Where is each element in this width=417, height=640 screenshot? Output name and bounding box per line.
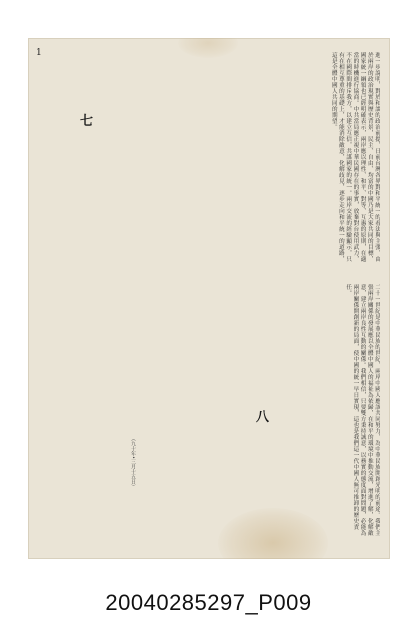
- lower-body-text: 二十一世紀是中華民族的世紀，兩岸中國人應該共同努力，為中華民族開創光明的前途。我們主張兩岸關係的發展應以全體中國人的福祉為依歸，在和平的環境中推動交流，增進了解，化解敵意，建立兩岸良性互動的關係。我們相信，只要雙方秉持誠意，以務實的態度面對問題，必能為兩岸關係開創新的局面，使中國的統一早日實現，這也是我們這一代中國人無可推卸的歷史責任。: [345, 284, 380, 536]
- footer-note: （九十年•三月十五日）: [130, 436, 136, 489]
- section-heading-seven: 七: [80, 114, 94, 129]
- document-page: [28, 38, 390, 559]
- image-caption: 20040285297_P009: [105, 590, 312, 615]
- page-number: 1: [36, 48, 42, 58]
- section-heading-eight: 八: [256, 410, 270, 425]
- upper-body-text: 進一步說明，對於和談的政治前提，日前台灣各界對和平統一的看法與主張，由於兩岸的政治現實與歷史背景，民主、自由、均富的中國乃是大家共同的目標，國家統一綱領也已經明確表示，兩岸應以理性、和平、對等、互惠的原則，在適當的時機進行協商。中共當局應正視中華民國存在的事實，放棄對台使用武力，不在國際間排斥我方，以建立互信，共謀國家的統一。兩岸交流的經驗顯示，只有在相互尊重的基礎上，才能消除敵意，化解歧見，逐步走向和平統一的道路，這是全體中國人共同的期望。: [330, 52, 380, 262]
